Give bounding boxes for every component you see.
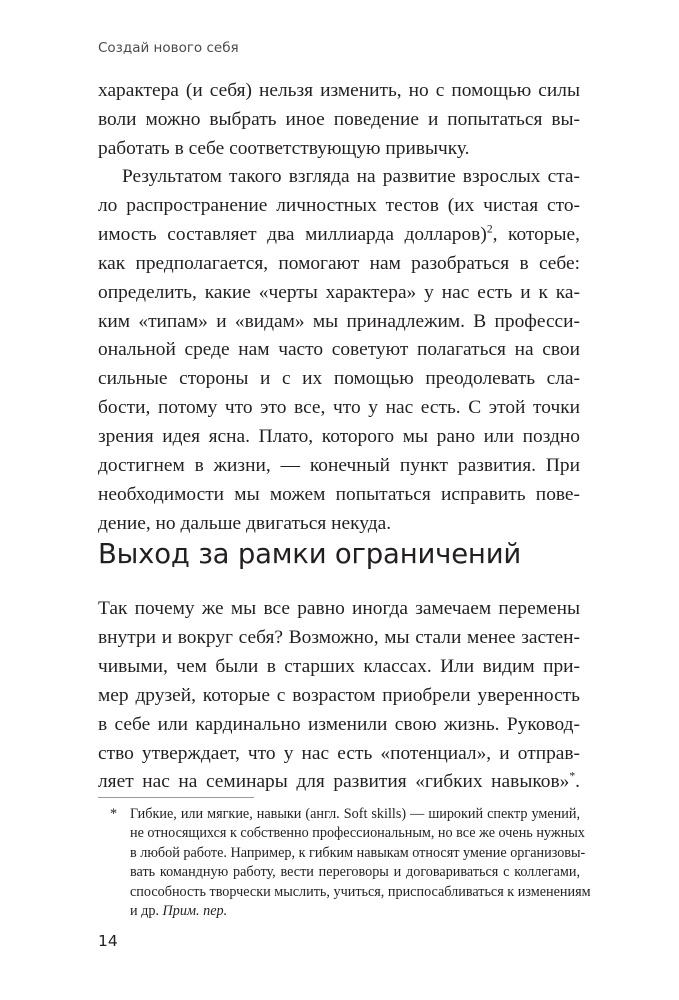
text-line: ло распространение личностных тестов (их чистая сто- (98, 194, 580, 216)
footnote-line: не относящихся к собственно профессиональным, но все же очень нужных (130, 825, 585, 842)
text-line-with-footnote (98, 221, 580, 250)
text-line: как предполагается, помогают нам разобраться в себе: (98, 252, 580, 274)
footnote (110, 805, 591, 921)
text-line: Так почему же мы все равно иногда замечаем перемены (98, 598, 580, 619)
paragraph-personality-tests (98, 163, 580, 539)
footnote-line: вать командную работу, вести переговоры и договариваться с коллегами, (130, 864, 580, 881)
paragraph-changes (98, 595, 580, 797)
text-line: Результатом такого взгляда на развитие взрослых ста- (122, 166, 580, 187)
text-line: сильные стороны и с их помощью преодолевать сла- (98, 368, 580, 390)
section-heading: Выход за рамки ограничений (98, 538, 522, 570)
footnote-line: способность творчески мыслить, учиться, приспосабливаться к изменениям (130, 883, 591, 900)
footnote-reference: 2 (486, 222, 493, 236)
paragraph-continued (98, 77, 580, 164)
text-line: внутри и вокруг себя? Возможно, мы стали менее застен- (98, 626, 580, 648)
text-line: зрения идея ясна. Плато, которого мы рано или поздно (98, 426, 580, 448)
translator-note: Прим. пер. (162, 903, 228, 920)
footnote-line: Гибкие, или мягкие, навыки (англ. Soft skills) — широкий спектр умений, (130, 806, 580, 822)
text-segment: . (575, 771, 580, 793)
text-line: ональной среде нам часто советуют полагаться на свои (98, 339, 580, 361)
text-line: характера (и себя) нельзя изменить, но с помощью силы (98, 80, 580, 101)
footnote-divider (98, 797, 254, 798)
page-number: 14 (98, 932, 118, 950)
text-line: ство утверждает, что у нас есть «потенциал», и отправ- (98, 742, 580, 764)
running-head: Создай нового себя (98, 40, 239, 56)
text-segment: ляет нас на семинары для развития «гибких навыков» (98, 771, 570, 793)
text-line: чивыми, чем были в старших классах. Или видим при- (98, 655, 580, 677)
footnote-mark: * (110, 806, 118, 822)
text-line: достигнем в жизни, — конечный пункт развития. При (98, 455, 580, 477)
footnote-line (130, 902, 580, 921)
text-line: бости, потому что это все, что у нас есть. С этой точки (98, 397, 580, 419)
footnote-body (116, 805, 591, 921)
text-segment: и др. (130, 903, 163, 920)
text-line: определить, какие «черты характера» у нас есть и к ка- (98, 281, 580, 303)
text-line: ким «типам» и «видам» мы принадлежим. В професси- (98, 310, 580, 332)
text-line: работать в себе соответствующую привычку. (98, 137, 470, 159)
text-line: в себе или кардинально изменили свою жизнь. Руковод- (98, 713, 580, 735)
footnote-line: в любой работе. Например, к гибким навыкам относят умение организовы- (130, 844, 586, 861)
text-line: необходимости мы можем попытаться исправить пове- (98, 483, 580, 505)
text-line: мер друзей, которые с возрастом приобрели уверенность (98, 684, 580, 706)
text-line: дение, но дальше двигаться некуда. (98, 512, 392, 534)
text-line: воли можно выбрать иное поведение и попытаться вы- (98, 108, 580, 130)
text-segment: имость составляет два миллиарда долларов) (98, 223, 487, 245)
text-line-with-footnote (98, 768, 580, 797)
footnote-reference: * (569, 769, 576, 783)
text-segment: , которые, (492, 223, 580, 245)
